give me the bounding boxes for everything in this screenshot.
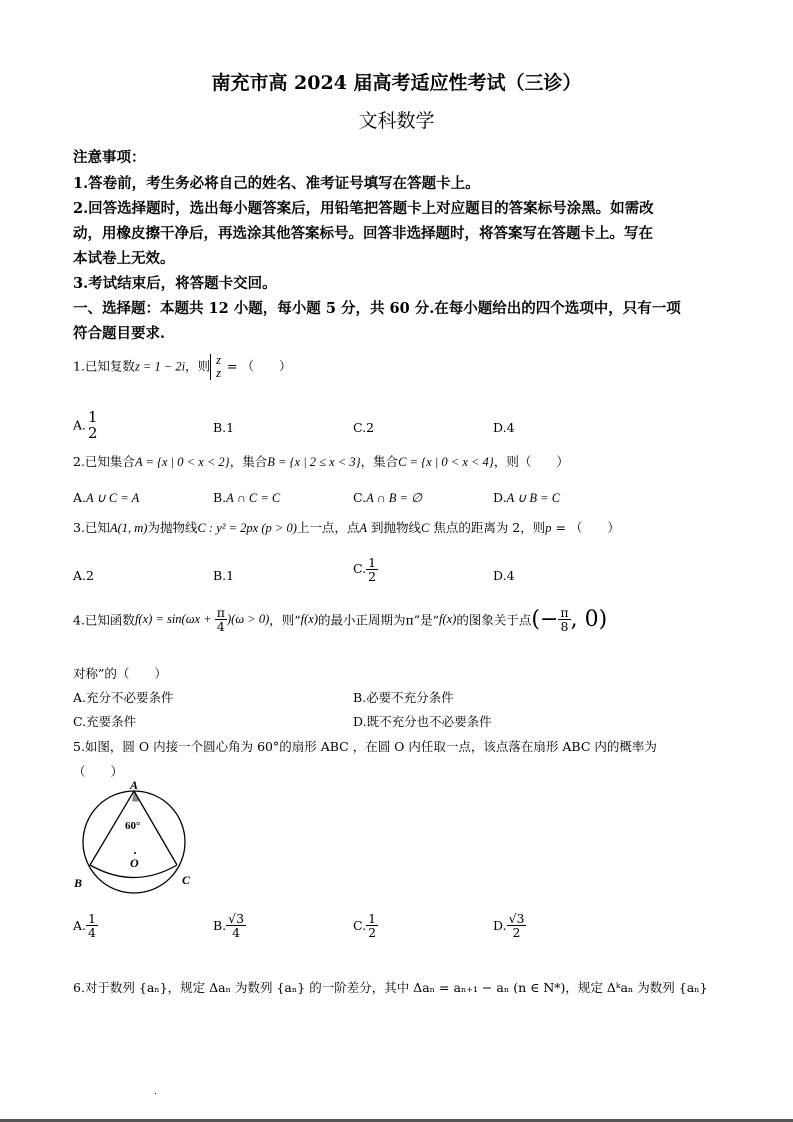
q2-text: 2.已知集合 [73,454,135,469]
q4-math: f(x) [300,612,318,627]
option-label: B. [213,490,227,505]
q1-text: = （ ） [223,358,292,374]
q2-option-d[interactable] [493,490,560,506]
q2-option-a[interactable] [73,490,139,506]
q3-text: 到抛物线 [367,520,422,535]
stray-dot [155,1093,156,1094]
q2-text: ，集合 [229,454,268,469]
question-6-stem: 6.对于数列 {aₙ}，规定 Δaₙ 为数列 {aₙ} 的一阶差分，其中 Δaₙ = aₙ₊₁ − aₙ (n ∈ N*)，规定 Δᵏaₙ 为数列 {aₙ} [73,980,708,995]
fraction-denominator: 4 [88,925,96,941]
fraction-numerator: π [216,605,225,620]
q4-math: f(x) [439,612,457,627]
fraction-denominator: 4 [216,619,225,635]
q1-abs-bottom: z [216,366,222,381]
q4-point-open: (− [531,607,559,633]
label-o: O [130,856,139,870]
option-text: 充要条件 [86,714,137,729]
exam-title: 南充市高 2024 届高考适应性考试（三诊） [211,72,582,94]
option-text: 2 [86,568,94,583]
label-angle: 60° [125,820,141,832]
option-label: C. [353,420,367,435]
option-text: 既不充分也不必要条件 [366,714,492,729]
question-4-stem-cont: 对称”的（ ） [73,666,167,681]
option-label: D. [493,918,507,934]
fraction-numerator: √3 [508,911,525,926]
q1-text: ，则 [185,358,211,374]
q1-text: 1.已知复数 [73,358,135,374]
option-label: D. [353,714,367,729]
label-a: A [130,780,139,792]
section-heading: 一、选择题：本题共 12 小题，每小题 5 分，共 60 分.在每小题给出的四个选项中，只有一项 [73,300,681,317]
fraction-denominator: 2 [512,925,521,941]
q4-function: f(x) = sin(ωx + [134,612,215,627]
center-point [134,852,136,854]
exam-subtitle: 文科数学 [358,110,435,132]
option-label: D. [493,568,507,583]
question-2-stem [73,452,569,470]
fraction-numerator: π [560,605,569,620]
section-heading-cont: 符合题目要求. [73,325,166,342]
fraction-denominator: 2 [368,925,377,941]
q3-option-b[interactable] [213,568,234,583]
q3-math: C [421,521,430,535]
fraction-denominator: 2 [88,423,98,442]
circle-sector-figure [70,780,200,895]
fraction-numerator: 1 [368,555,377,570]
q3-curve: C : y² = 2px (p > 0) [197,521,297,535]
question-5-stem-cont: （ ） [73,764,124,779]
q4-text: ，则“ [269,612,301,628]
option-label: B. [353,690,367,705]
option-text: 4 [506,420,515,435]
q4-point-close: , 0) [570,607,608,633]
option-label: C. [73,714,87,729]
q3-math: p [545,521,552,535]
fraction-numerator: 1 [88,408,98,426]
option-text: 充分不必要条件 [86,690,174,705]
option-text: A ∩ C = C [226,491,281,505]
q3-point: A(1, m) [109,521,148,535]
q4-text: 的图象关于点 [456,612,532,628]
fraction-denominator: 4 [232,925,241,941]
q2-option-b[interactable] [213,490,280,506]
q2-set-b: B = {x | 2 ≤ x < 3} [267,455,361,469]
note-item: 3.考试结束后，将答题卡交回。 [73,275,277,292]
q3-text: 为抛物线 [147,520,198,535]
q1-option-b[interactable] [213,420,234,435]
q3-option-a[interactable] [73,568,94,583]
option-text: A ∩ B = ∅ [366,491,422,505]
label-c: C [182,873,191,887]
q4-option-b[interactable] [353,688,454,706]
fraction-numerator: √3 [228,911,245,926]
option-label: C. [353,490,367,505]
option-label: C. [353,561,367,577]
q2-set-c: C = {x | 0 < x < 4} [398,455,494,469]
q1-option-a[interactable] [73,410,100,442]
note-item: 1.答卷前，考生务必将自己的姓名、准考证号填写在答题卡上。 [73,175,480,192]
option-label: A. [73,690,87,705]
q4-function-end: )(ω > 0) [227,612,270,627]
note-item: 2.回答选择题时，选出每小题答案后，用铅笔把答题卡上对应题目的答案标号涂黑。如需改 [73,200,654,217]
segment-ac [134,791,177,865]
option-text: 1 [226,420,235,435]
q5-option-c[interactable] [353,912,378,939]
q2-set-a: A = {x | 0 < x < 2} [134,455,230,469]
fraction-denominator: 8 [560,619,569,635]
option-label: B. [213,568,227,583]
q3-text: 上一点，点 [296,520,360,535]
option-label: D. [493,420,507,435]
q3-option-d[interactable] [493,568,515,583]
q1-math: z = 1 − 2i [134,359,186,374]
note-item: 动，用橡皮擦干净后，再选涂其他答案标号。回答非选择题时，将答案写在答题卡上。写在 [73,225,653,242]
note-item: 本试卷上无效。 [73,250,175,267]
label-b: B [74,876,83,890]
option-text: A ∪ B = C [506,491,561,505]
q5-option-b[interactable] [213,912,246,939]
option-text: A ∪ C = A [86,491,140,505]
fraction-numerator: 1 [368,911,377,926]
fraction-numerator: 1 [88,911,96,926]
q2-option-c[interactable] [353,490,422,506]
option-label: A. [73,417,87,433]
q4-text: 4.已知函数 [73,612,135,628]
q2-text: ，则（ ） [493,454,569,469]
q5-option-d[interactable] [493,912,526,939]
option-text: 2 [366,420,375,435]
question-4-stem [73,606,607,633]
q3-text: 焦点的距离为 2，则 [429,520,546,535]
question-3-stem [73,518,620,536]
q3-math: A [359,521,368,535]
q1-option-c[interactable] [353,420,374,435]
q4-text: 的最小正周期为π”是“ [318,612,439,628]
option-label: B. [213,918,227,934]
option-label: B. [213,420,227,435]
option-label: A. [73,918,87,934]
q4-option-a[interactable] [73,688,174,706]
question-1-stem [73,354,291,380]
option-text: 必要不充分条件 [366,690,454,705]
q1-option-d[interactable] [493,420,515,435]
q4-option-c[interactable] [73,712,136,730]
question-5-stem: 5.如图，圆 O 内接一个圆心角为 60°的扇形 ABC ，在圆 O 内任取一点，该点落在扇形 ABC 内的概率为 [73,739,657,754]
option-label: A. [73,568,87,583]
option-text: 4 [506,568,515,583]
notes-heading: 注意事项： [73,149,146,166]
fraction-denominator: 2 [368,569,377,585]
q3-text: 3.已知 [73,520,110,535]
q4-option-d[interactable] [353,712,492,730]
option-text: 1 [226,568,235,583]
q3-text: = （ ） [551,520,620,535]
option-label: A. [73,490,87,505]
q3-option-c[interactable] [353,556,378,583]
q5-option-a[interactable] [73,912,98,939]
q2-text: ，集合 [360,454,399,469]
option-label: D. [493,490,507,505]
option-label: C. [353,918,367,934]
q1-abs-top: z [216,353,222,367]
